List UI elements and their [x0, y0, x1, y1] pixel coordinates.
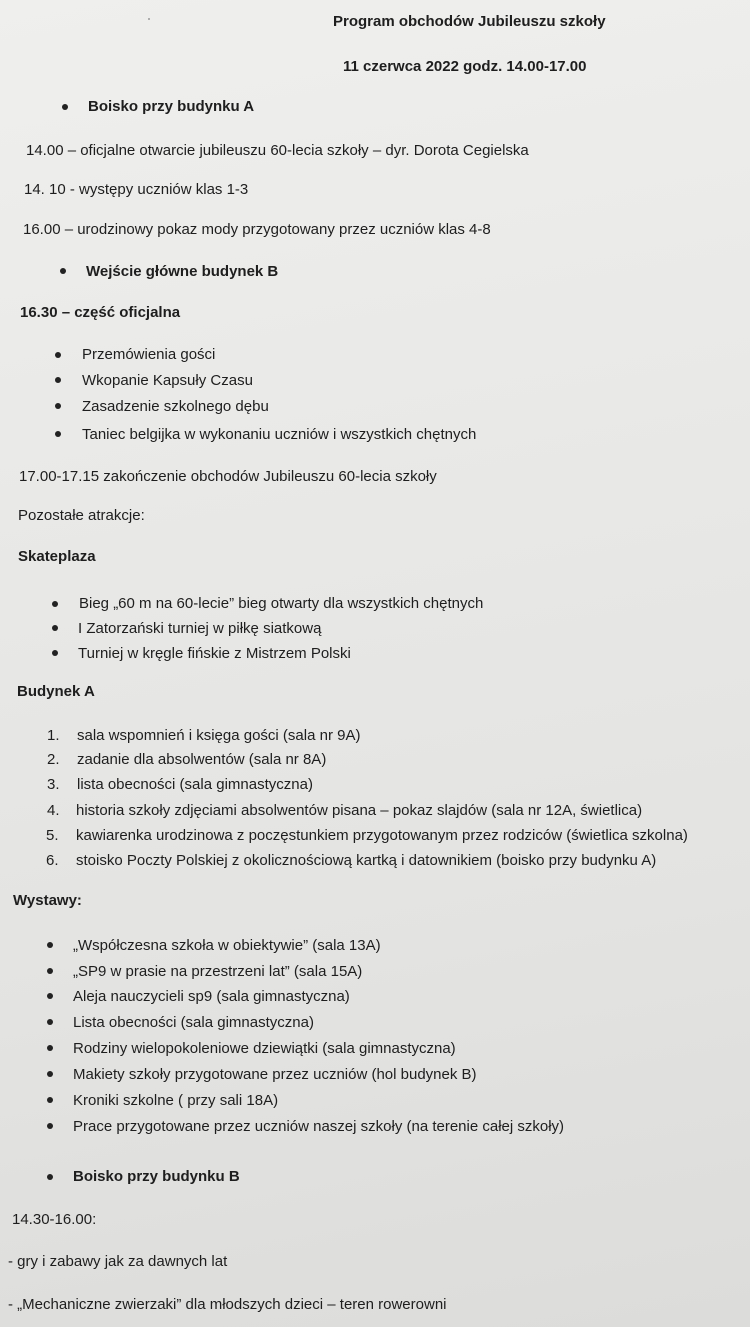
paper-speck — [148, 18, 150, 20]
list-item: Aleja nauczycieli sp9 (sala gimnastyczna) — [73, 988, 350, 1005]
bullet-icon — [55, 352, 61, 358]
numbered-item: sala wspomnień i księga gości (sala nr 9A) — [77, 727, 361, 744]
numbered-item: stoisko Poczty Polskiej z okolicznościową kartką i datownikiem (boisko przy budynku A) — [76, 852, 657, 869]
list-number: 4. — [47, 802, 60, 819]
list-item: Turniej w kręgle fińskie z Mistrzem Polski — [78, 645, 351, 662]
list-item: „SP9 w prasie na przestrzeni lat” (sala 15A) — [73, 963, 363, 980]
bullet-icon — [52, 601, 58, 607]
activity-line: - „Mechaniczne zwierzaki” dla młodszych dzieci – teren rowerowni — [8, 1296, 447, 1313]
section-subheading-official: 16.30 – część oficjalna — [20, 304, 181, 321]
section-heading-wejscie-b: Wejście główne budynek B — [86, 263, 279, 280]
list-item: I Zatorzański turniej w piłkę siatkową — [78, 620, 322, 637]
time-range: 14.30-16.00: — [12, 1211, 97, 1228]
list-item: Lista obecności (sala gimnastyczna) — [73, 1014, 314, 1031]
closing-line: 17.00-17.15 zakończenie obchodów Jubileuszu 60-lecia szkoły — [19, 468, 437, 485]
list-item: Przemówienia gości — [82, 346, 216, 363]
bullet-icon — [47, 993, 53, 999]
list-number: 5. — [46, 827, 59, 844]
numbered-item: zadanie dla absolwentów (sala nr 8A) — [77, 751, 327, 768]
bullet-icon — [47, 1097, 53, 1103]
list-number: 3. — [47, 776, 60, 793]
numbered-item: historia szkoły zdjęciami absolwentów pisana – pokaz slajdów (sala nr 12A, świetlica) — [76, 802, 643, 819]
list-item: Bieg „60 m na 60-lecie” bieg otwarty dla wszystkich chętnych — [79, 595, 484, 612]
bullet-icon — [52, 625, 58, 631]
bullet-icon — [47, 942, 53, 948]
section-heading-skateplaza: Skateplaza — [18, 548, 96, 565]
list-item: Makiety szkoły przygotowane przez uczniów (hol budynek B) — [73, 1066, 477, 1083]
bullet-icon — [47, 1045, 53, 1051]
bullet-icon — [55, 377, 61, 383]
schedule-line: 16.00 – urodzinowy pokaz mody przygotowany przez uczniów klas 4-8 — [23, 221, 491, 238]
numbered-item: lista obecności (sala gimnastyczna) — [77, 776, 313, 793]
numbered-item: kawiarenka urodzinowa z poczęstunkiem przygotowanym przez rodziców (świetlica szkolna) — [76, 827, 688, 844]
bullet-icon — [47, 1019, 53, 1025]
bullet-icon — [47, 1174, 53, 1180]
bullet-icon — [55, 431, 61, 437]
list-item: „Współczesna szkoła w obiektywie” (sala 13A) — [73, 937, 381, 954]
other-attractions-label: Pozostałe atrakcje: — [18, 507, 145, 524]
list-item: Rodziny wielopokoleniowe dziewiątki (sala gimnastyczna) — [73, 1040, 456, 1057]
section-heading-budynek-a: Budynek A — [17, 683, 95, 700]
list-number: 2. — [47, 751, 60, 768]
bullet-icon — [62, 104, 68, 110]
bullet-icon — [52, 650, 58, 656]
schedule-line: 14. 10 - występy uczniów klas 1-3 — [24, 181, 249, 198]
document-date: 11 czerwca 2022 godz. 14.00-17.00 — [343, 58, 587, 75]
bullet-icon — [47, 1071, 53, 1077]
bullet-icon — [47, 1123, 53, 1129]
list-item: Wkopanie Kapsuły Czasu — [82, 372, 253, 389]
bullet-icon — [60, 268, 66, 274]
bullet-icon — [55, 403, 61, 409]
document-title: Program obchodów Jubileuszu szkoły — [333, 13, 606, 30]
section-heading-boisko-a: Boisko przy budynku A — [88, 98, 255, 115]
list-number: 6. — [46, 852, 59, 869]
list-item: Zasadzenie szkolnego dębu — [82, 398, 269, 415]
list-number: 1. — [47, 727, 60, 744]
schedule-line: 14.00 – oficjalne otwarcie jubileuszu 60-lecia szkoły – dyr. Dorota Cegielska — [26, 142, 529, 159]
section-heading-boisko-b: Boisko przy budynku B — [73, 1168, 240, 1185]
activity-line: - gry i zabawy jak za dawnych lat — [8, 1253, 228, 1270]
list-item: Taniec belgijka w wykonaniu uczniów i wszystkich chętnych — [82, 426, 477, 443]
section-heading-wystawy: Wystawy: — [13, 892, 82, 909]
list-item: Kroniki szkolne ( przy sali 18A) — [73, 1092, 279, 1109]
bullet-icon — [47, 968, 53, 974]
list-item: Prace przygotowane przez uczniów naszej szkoły (na terenie całej szkoły) — [73, 1118, 565, 1135]
